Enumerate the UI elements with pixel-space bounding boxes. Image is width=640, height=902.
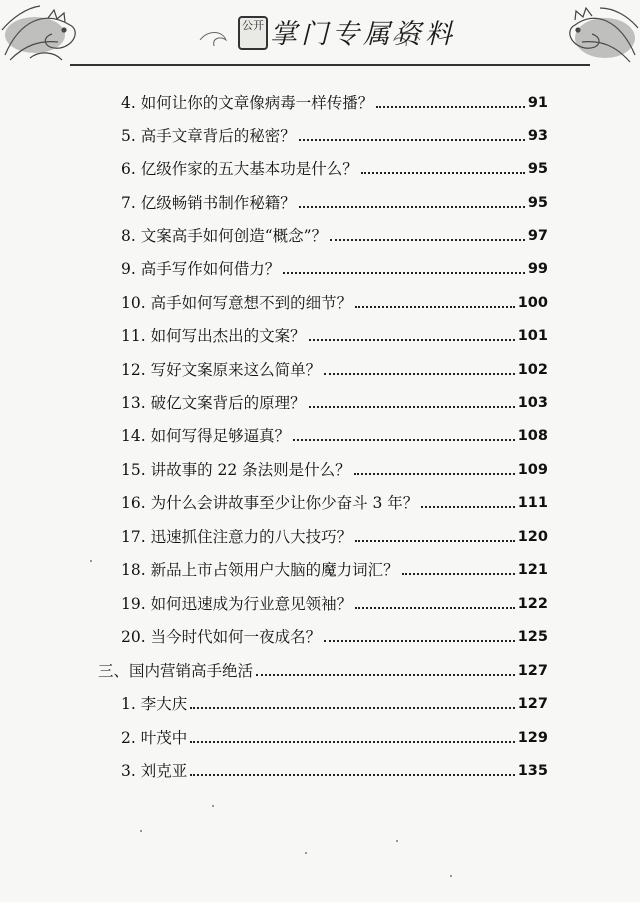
toc-leader-dots: [355, 607, 515, 609]
toc-leader-dots: [299, 139, 525, 141]
toc-entry[interactable]: [121, 124, 548, 146]
toc-entry-label: 11. 如何写出杰出的文案？: [121, 327, 306, 345]
toc-entry-label: 4. 如何让你的文章像病毒一样传播？: [121, 94, 374, 112]
scan-speck: [396, 840, 398, 842]
toc-entry[interactable]: [121, 558, 548, 580]
toc-entry-label: 12. 写好文案原来这么简单？: [121, 361, 322, 379]
toc-entry-page: 111: [517, 495, 548, 511]
toc-entry[interactable]: [121, 291, 548, 313]
toc-leader-dots: [293, 439, 515, 441]
toc-entry[interactable]: [121, 324, 548, 346]
toc-leader-dots: [324, 640, 515, 642]
toc-entry-page: 135: [517, 763, 548, 779]
toc-entry-page: 127: [517, 696, 548, 712]
toc-leader-dots: [190, 774, 515, 776]
scan-speck: [212, 805, 214, 807]
toc-entry[interactable]: [121, 424, 548, 446]
toc-entry[interactable]: [121, 157, 548, 179]
toc-leader-dots: [309, 406, 515, 408]
toc-entry[interactable]: [121, 391, 548, 413]
toc-leader-dots: [402, 573, 515, 575]
toc-entry-label: 8. 文案高手如何创造“概念”？: [121, 227, 328, 245]
toc-entry[interactable]: [121, 458, 548, 480]
toc-entry-label: 16. 为什么会讲故事至少让你少奋斗 3 年？: [121, 494, 419, 512]
toc-entry-page: 108: [517, 428, 548, 444]
toc-leader-dots: [324, 373, 515, 375]
scan-speck: [305, 852, 307, 854]
toc-entry[interactable]: [121, 491, 548, 513]
scan-speck: [140, 830, 142, 832]
toc-entry-label: 15. 讲故事的 22 条法则是什么？: [121, 461, 351, 479]
toc-entry-page: 95: [527, 161, 548, 177]
toc-entry-page: 97: [527, 228, 548, 244]
toc-entry[interactable]: [121, 625, 548, 647]
toc-entry-page: 127: [517, 663, 548, 679]
toc-entry-page: 102: [517, 362, 548, 378]
toc-entry-label: 14. 如何写得足够逼真？: [121, 427, 291, 445]
toc-entry-label: 18. 新品上市占领用户大脑的魔力词汇？: [121, 561, 399, 579]
toc-leader-dots: [376, 106, 525, 108]
toc-entry-page: 101: [517, 328, 548, 344]
toc-section-heading[interactable]: [98, 659, 548, 681]
toc-entry[interactable]: [121, 525, 548, 547]
toc-entry-label: 3. 刘克亚: [121, 762, 188, 780]
toc-entry-page: 93: [527, 128, 548, 144]
toc-leader-dots: [299, 206, 525, 208]
scan-speck: [90, 560, 92, 562]
toc-entry-page: 125: [517, 629, 548, 645]
toc-entry-label: 1. 李大庆: [121, 695, 188, 713]
toc-entry-label: 19. 如何迅速成为行业意见领袖？: [121, 595, 353, 613]
toc-leader-dots: [256, 674, 515, 676]
toc-leader-dots: [361, 172, 525, 174]
scan-speck: [450, 875, 452, 877]
toc-entry-label: 5. 高手文章背后的秘密？: [121, 127, 296, 145]
toc-entry-page: 121: [517, 562, 548, 578]
toc-entry[interactable]: [121, 726, 548, 748]
toc-entry[interactable]: [121, 759, 548, 781]
seal-stamp: [238, 16, 268, 50]
toc-entry-label: 20. 当今时代如何一夜成名？: [121, 628, 322, 646]
toc-entry-page: 100: [517, 295, 548, 311]
toc-entry-label: 6. 亿级作家的五大基本功是什么？: [121, 160, 358, 178]
seal-text: 公开: [242, 19, 264, 32]
page-header: [0, 0, 640, 72]
toc-entry-page: 91: [527, 95, 548, 111]
toc-leader-dots: [330, 239, 525, 241]
toc-entry-label: 9. 高手写作如何借力？: [121, 260, 281, 278]
toc-leader-dots: [283, 272, 525, 274]
toc-entry-label: 7. 亿级畅销书制作秘籍？: [121, 194, 296, 212]
toc-entry[interactable]: [121, 257, 548, 279]
toc-entry-page: 109: [517, 462, 548, 478]
toc-entry-page: 103: [517, 395, 548, 411]
toc-entry-label: 17. 迅速抓住注意力的八大技巧？: [121, 528, 353, 546]
toc-leader-dots: [355, 540, 515, 542]
toc-entry-page: 122: [517, 596, 548, 612]
toc-entry-label: 三、国内营销高手绝活: [98, 662, 254, 680]
toc-entry[interactable]: [121, 191, 548, 213]
toc-leader-dots: [355, 306, 515, 308]
toc-entry[interactable]: [121, 592, 548, 614]
toc-leader-dots: [190, 707, 515, 709]
toc-entry[interactable]: [121, 692, 548, 714]
toc-entry-page: 95: [527, 195, 548, 211]
toc-leader-dots: [354, 473, 515, 475]
toc-entry[interactable]: [121, 91, 548, 113]
header-title: 掌门专属资料: [270, 19, 456, 50]
toc-leader-dots: [421, 506, 514, 508]
toc-entry[interactable]: [121, 358, 548, 380]
toc-entry-page: 99: [527, 261, 548, 277]
header-divider: [70, 64, 590, 66]
toc-entry-page: 120: [517, 529, 548, 545]
toc-entry-page: 129: [517, 730, 548, 746]
toc-entry-label: 13. 破亿文案背后的原理？: [121, 394, 306, 412]
toc-entry-label: 10. 高手如何写意想不到的细节？: [121, 294, 353, 312]
toc-entry[interactable]: [121, 224, 548, 246]
toc-leader-dots: [190, 741, 515, 743]
toc-leader-dots: [309, 339, 515, 341]
toc-entry-label: 2. 叶茂中: [121, 729, 188, 747]
